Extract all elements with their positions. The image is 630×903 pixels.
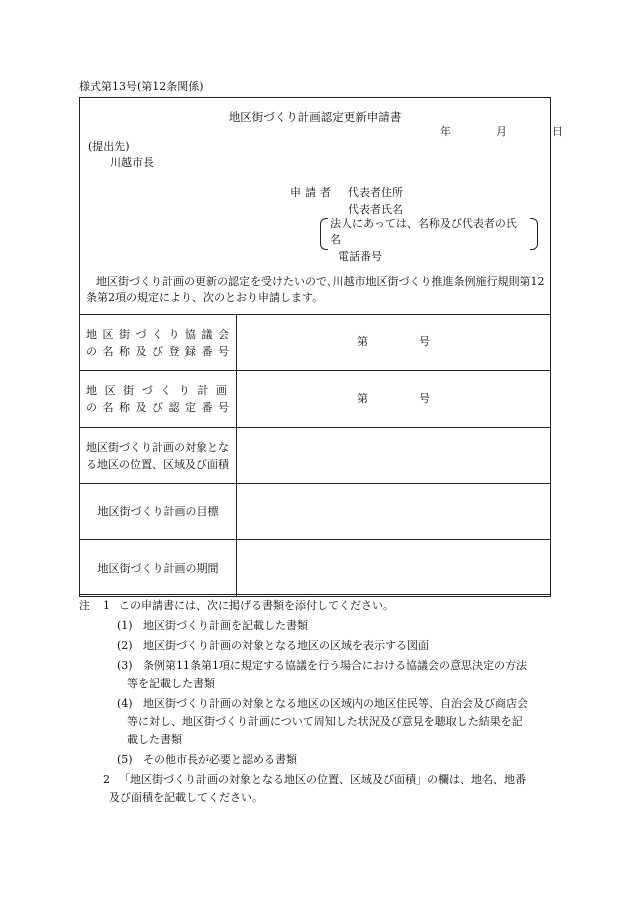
plan-name-field[interactable] [237, 371, 551, 428]
application-body-text: 地区街づくり計画の更新の認定を受けたいので､川越市地区街づくり推進条例施行規則第12条第2項の規定により、次のとおり申請します。 [86, 275, 545, 304]
plan-period-label: 地区街づくり計画の期間 [80, 540, 237, 597]
note-item-text: 地区街づくり計画の対象となる地区の区域内の地区住民等、自治会及び商店会 [143, 697, 528, 710]
plan-goal-label: 地区街づくり計画の目標 [80, 484, 237, 540]
date-row [440, 125, 563, 139]
table-row [80, 540, 551, 597]
note-item-text: 載した書類 [127, 733, 182, 746]
note-item-number: (4) [117, 697, 133, 710]
submit-to-label: (提出先) [88, 140, 130, 153]
note-1-text: この申請書には、次に掲げる書類を添付してください。 [119, 599, 394, 612]
note-item-text: 条例第11条第1項に規定する協議を行う場合における協議会の意思決定の方法 [143, 659, 527, 672]
form-label: 様式第13号(第12条関係) [79, 80, 204, 93]
note-item-text: その他市長が必要と認める書類 [143, 753, 297, 766]
area-location-field[interactable] [237, 428, 551, 484]
representative-name-label: 代表者氏名 [348, 203, 403, 216]
note-2-text: 「地区街づくり計画の対象となる地区の位置、区域及び面積」の欄は、地名、地番 [119, 773, 526, 786]
note-item-number: (3) [117, 659, 133, 672]
number-suffix: 号 [419, 335, 430, 349]
note-2-number: 2 [103, 773, 110, 786]
table-row [80, 484, 551, 540]
note-item-text: 地区街づくり計画の対象となる地区の区域を表示する図面 [143, 639, 429, 652]
number-prefix: 第 [357, 335, 368, 349]
plan-period-field[interactable] [237, 540, 551, 597]
corporation-note-line2: 名 [330, 233, 341, 246]
number-prefix: 第 [357, 391, 368, 405]
note-item-number: (5) [117, 753, 133, 766]
notes-prefix: 注 [79, 599, 90, 612]
note-item-number: (2) [117, 639, 133, 652]
application-table [79, 314, 551, 597]
table-row [80, 315, 551, 371]
council-name-field[interactable] [237, 315, 551, 371]
plan-name-label: 地区街づくり計画 の名称及び認定番号 [80, 371, 237, 428]
note-1-number: 1 [103, 599, 110, 612]
date-month: 月 [496, 125, 507, 138]
note-item-text: 等を記載した書類 [127, 677, 215, 690]
corporation-note [320, 216, 538, 250]
document-title: 地区街づくり計画認定更新申請書 [228, 110, 402, 124]
applicant-label: 申請者 [290, 186, 335, 199]
bracket-left [320, 218, 328, 250]
table-row [80, 371, 551, 428]
note-item-text: 等に対し、地区街づくり計画について周知した状況及び意見を聴取した結果を記 [127, 715, 523, 728]
table-row [80, 428, 551, 484]
application-frame [79, 97, 563, 595]
note-2-text: 及び面積を記載してください。 [109, 791, 263, 804]
representative-address-label: 代表者住所 [348, 186, 403, 199]
number-suffix: 号 [419, 391, 430, 405]
date-day: 日 [552, 125, 563, 138]
corporation-note-line1: 法人にあっては、名称及び代表者の氏 [330, 217, 517, 230]
plan-goal-field[interactable] [237, 484, 551, 540]
phone-label: 電話番号 [338, 250, 382, 263]
recipient: 川越市長 [110, 156, 154, 169]
bracket-right [530, 218, 538, 250]
note-item-number: (1) [117, 619, 133, 632]
date-year: 年 [440, 125, 451, 138]
council-name-label: 地区街づくり協議会 の名称及び登録番号 [80, 315, 237, 371]
area-location-label: 地区街づくり計画の対象となる地区の位置、区域及び面積 [80, 428, 237, 484]
note-item-text: 地区街づくり計画を記載した書類 [143, 619, 308, 632]
